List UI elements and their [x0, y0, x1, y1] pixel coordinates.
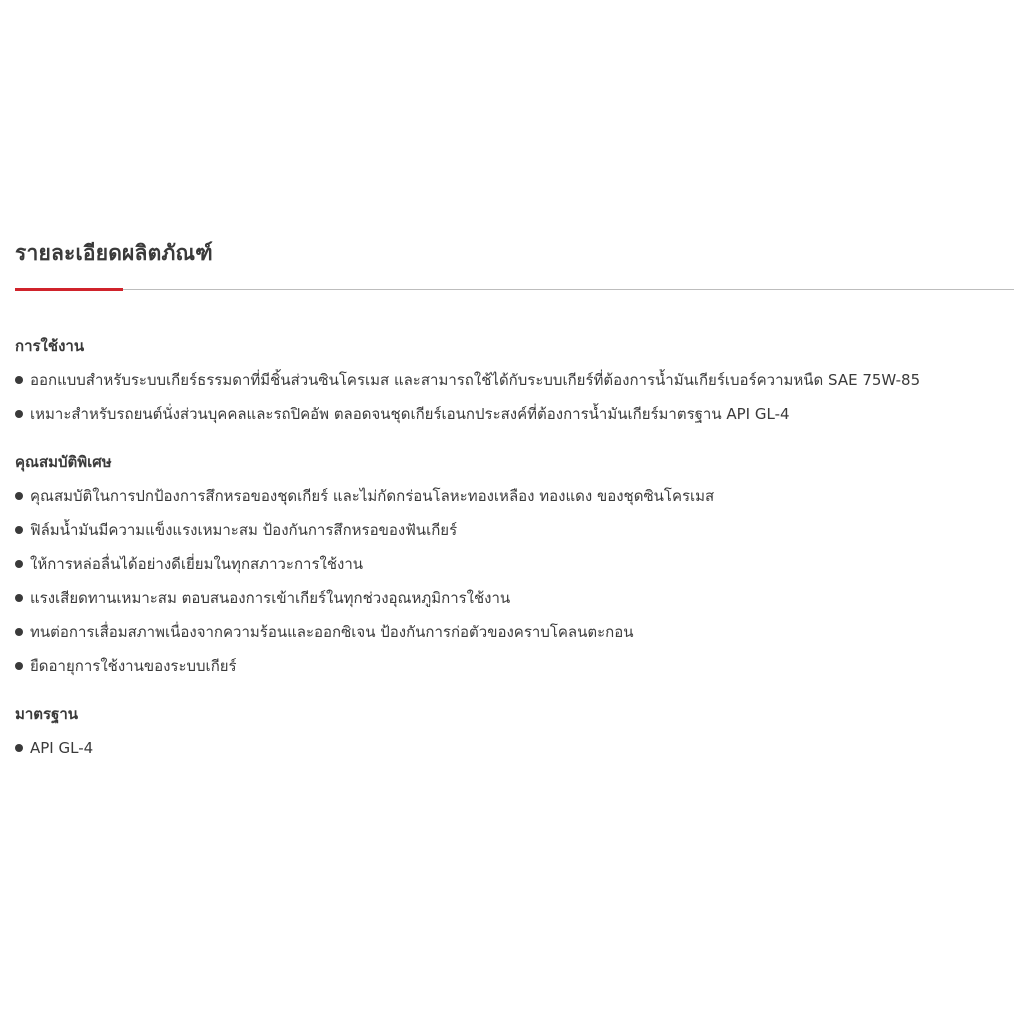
- list-item-text: ออกแบบสำหรับระบบเกียร์ธรรมดาที่มีชิ้นส่วนซินโครเมส และสามารถใช้ได้กับระบบเกียร์ที่ต้องการน้ำมันเกียร์เบอร์ความหนืด SAE 75W-85: [30, 371, 921, 389]
- list-item-text: API GL-4: [30, 739, 94, 757]
- list-item-text: แรงเสียดทานเหมาะสม ตอบสนองการเข้าเกียร์ในทุกช่วงอุณหภูมิการใช้งาน: [30, 589, 511, 607]
- list-item-text: คุณสมบัติในการปกป้องการสึกหรอของชุดเกียร์ และไม่กัดกร่อนโลหะทองเหลือง ทองแดง ของชุดซินโครเมส: [30, 487, 715, 505]
- bullet-icon: [15, 376, 23, 384]
- list-item: [15, 731, 1014, 765]
- bullet-icon: [15, 492, 23, 500]
- bullet-icon: [15, 628, 23, 636]
- usage-list: [15, 363, 1014, 431]
- product-detail-title: รายละเอียดผลิตภัณฑ์: [15, 241, 213, 265]
- list-item: [15, 581, 1014, 615]
- bullet-icon: [15, 744, 23, 752]
- features-section: [15, 445, 1014, 683]
- usage-section: [15, 329, 1014, 431]
- list-item: [15, 649, 1014, 683]
- title-divider: [15, 289, 1014, 290]
- list-item-text: ให้การหล่อลื่นได้อย่างดีเยี่ยมในทุกสภาวะการใช้งาน: [30, 555, 364, 573]
- standards-heading: มาตรฐาน: [15, 705, 79, 723]
- features-heading: คุณสมบัติพิเศษ: [15, 453, 112, 471]
- standards-list: [15, 731, 1014, 765]
- list-item: [15, 513, 1014, 547]
- bullet-icon: [15, 560, 23, 568]
- bullet-icon: [15, 410, 23, 418]
- list-item: [15, 363, 1014, 397]
- title-accent-bar: [15, 288, 123, 291]
- bullet-icon: [15, 662, 23, 670]
- list-item: [15, 615, 1014, 649]
- list-item: [15, 479, 1014, 513]
- list-item: [15, 547, 1014, 581]
- list-item-text: ยืดอายุการใช้งานของระบบเกียร์: [30, 657, 237, 675]
- usage-heading: การใช้งาน: [15, 337, 85, 355]
- list-item: [15, 397, 1014, 431]
- features-list: [15, 479, 1014, 683]
- list-item-text: เหมาะสำหรับรถยนต์นั่งส่วนบุคคลและรถปิคอัพ ตลอดจนชุดเกียร์เอนกประสงค์ที่ต้องการน้ำมันเกียร์มาตรฐาน API GL-4: [30, 405, 790, 423]
- standards-section: [15, 697, 1014, 765]
- bullet-icon: [15, 594, 23, 602]
- bullet-icon: [15, 526, 23, 534]
- product-detail-panel: [15, 236, 1014, 765]
- list-item-text: ฟิล์มน้ำมันมีความแข็งแรงเหมาะสม ป้องกันการสึกหรอของฟันเกียร์: [30, 521, 458, 539]
- list-item-text: ทนต่อการเสื่อมสภาพเนื่องจากความร้อนและออกซิเจน ป้องกันการก่อตัวของคราบโคลนตะกอน: [30, 623, 634, 641]
